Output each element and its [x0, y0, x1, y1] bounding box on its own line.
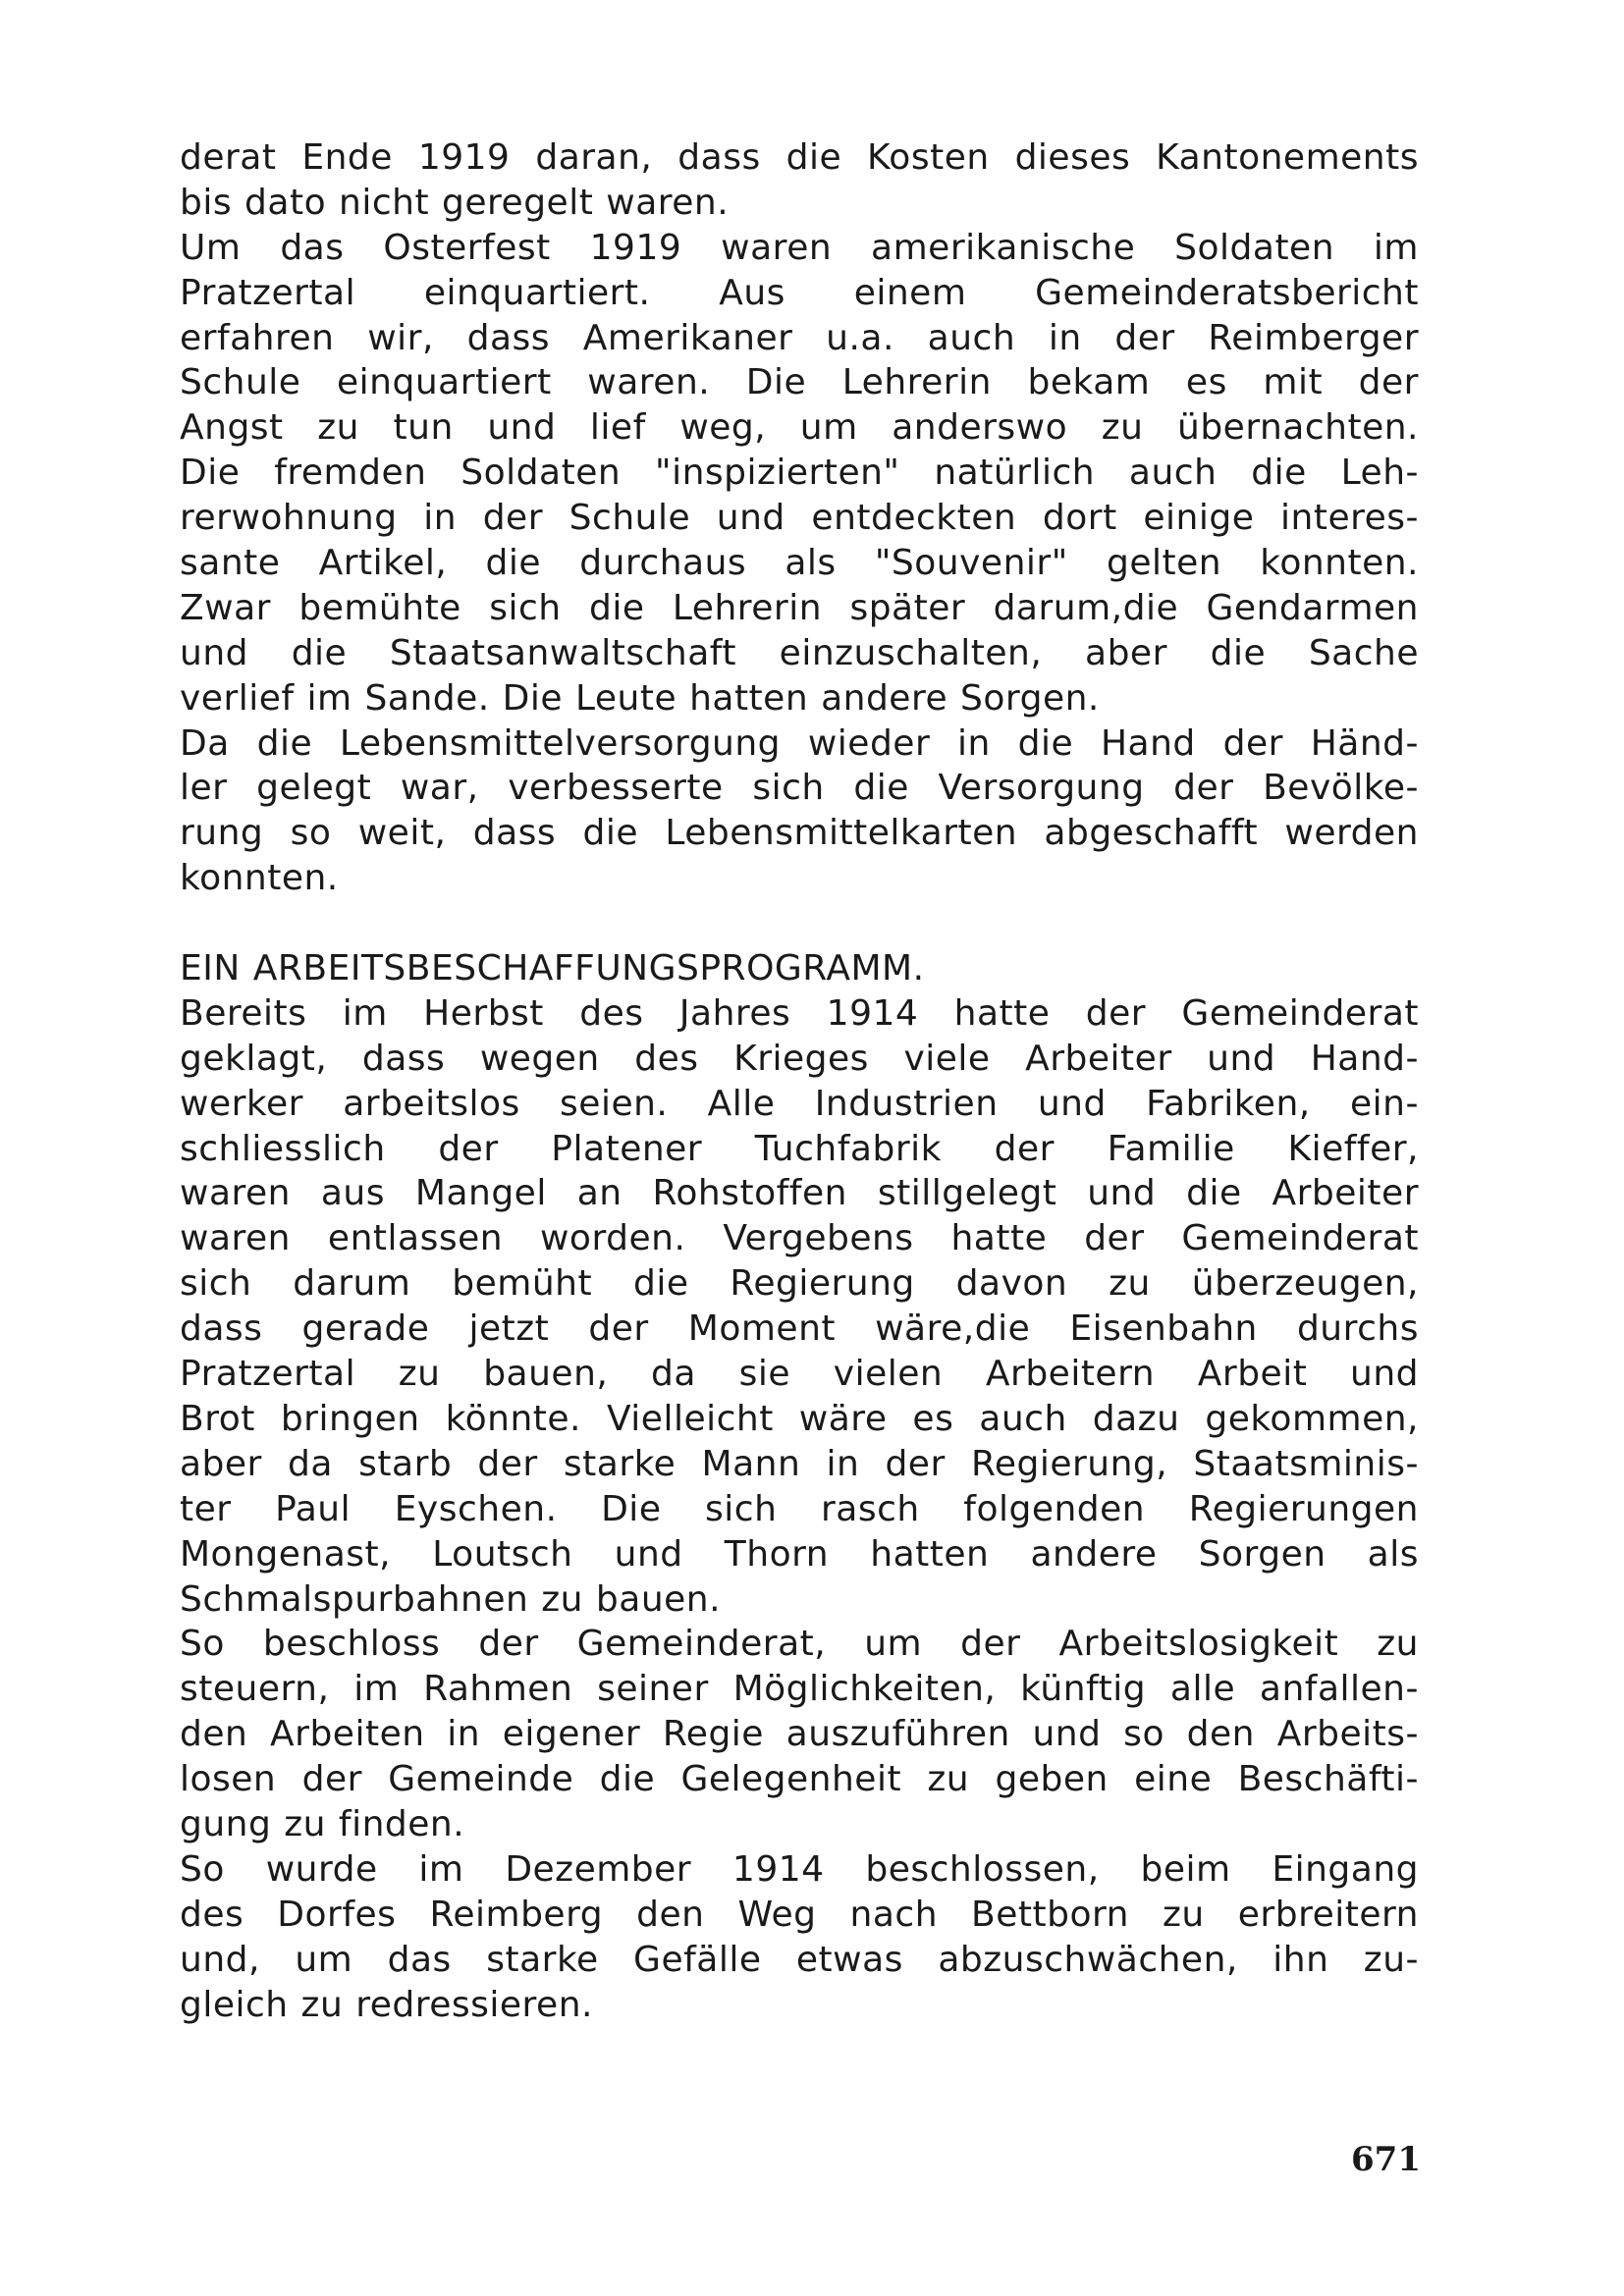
text-line: erfahren wir, dass Amerikaner u.a. auch in der Reimberger — [180, 317, 1419, 358]
text-line: Da die Lebensmittelversorgung wieder in die Hand der Händ- — [180, 722, 1419, 764]
text-line: verlief im Sande. Die Leute hatten andere Sorgen. — [180, 677, 1100, 719]
text-line: geklagt, dass wegen des Krieges viele Arbeiter und Hand- — [180, 1038, 1419, 1079]
text-line: und die Staatsanwaltschaft einzuschalten, aber die Sache — [180, 632, 1419, 673]
page-number: 671 — [1351, 2140, 1421, 2179]
text-line: Um das Osterfest 1919 waren amerikanische Soldaten im — [180, 227, 1419, 268]
text-line: waren aus Mangel an Rohstoffen stillgelegt und die Arbeiter — [180, 1173, 1419, 1214]
text-line: Die fremden Soldaten "inspizierten" natürlich auch die Leh- — [180, 453, 1419, 494]
text-line: Mongenast, Loutsch und Thorn hatten andere Sorgen als — [180, 1533, 1419, 1575]
text-line: des Dorfes Reimberg den Weg nach Bettborn zu erbreitern — [180, 1894, 1419, 1935]
text-line: Brot bringen könnte. Vielleicht wäre es auch dazu gekommen, — [180, 1398, 1419, 1439]
text-line: rung so weit, dass die Lebensmittelkarten abgeschafft werden — [180, 813, 1419, 854]
section-heading — [180, 946, 1419, 991]
paragraph — [180, 1847, 1419, 2028]
text-line: sante Artikel, die durchaus als "Souvenir" gelten konnten. — [180, 543, 1419, 584]
text-line: Zwar bemühte sich die Lehrerin später darum,die Gendarmen — [180, 587, 1419, 628]
text-line: Angst zu tun und lief weg, um anderswo zu übernachten. — [180, 407, 1419, 449]
blank-line — [180, 901, 1419, 946]
text-line: Pratzertal einquartiert. Aus einem Gemeinderatsbericht — [180, 272, 1419, 313]
text-line: gleich zu redressieren. — [180, 1984, 593, 2025]
text-line: gung zu finden. — [180, 1803, 465, 1844]
text-line: und, um das starke Gefälle etwas abzuschwächen, ihn zu- — [180, 1939, 1419, 1980]
text-line: rerwohnung in der Schule und entdeckten dort einige interes- — [180, 498, 1419, 539]
text-line: steuern, im Rahmen seiner Möglichkeiten, künftig alle anfallen- — [180, 1669, 1419, 1710]
text-line: bis dato nicht geregelt waren. — [180, 182, 730, 223]
paragraph — [180, 721, 1419, 902]
text-line: sich darum bemüht die Regierung davon zu überzeugen, — [180, 1263, 1419, 1305]
paragraph — [180, 991, 1419, 1622]
text-line: konnten. — [180, 858, 339, 899]
text-line: So wurde im Dezember 1914 beschlossen, beim Eingang — [180, 1848, 1419, 1890]
text-line: schliesslich der Platener Tuchfabrik der Familie Kieffer, — [180, 1128, 1419, 1169]
text-line: werker arbeitslos seien. Alle Industrien und Fabriken, ein- — [180, 1083, 1419, 1124]
text-line: Bereits im Herbst des Jahres 1914 hatte der Gemeinderat — [180, 992, 1419, 1034]
paragraph — [180, 1622, 1419, 1846]
text-line: derat Ende 1919 daran, dass die Kosten dieses Kantonements — [180, 137, 1419, 178]
text-line: Schmalspurbahnen zu bauen. — [180, 1578, 722, 1620]
text-line: ler gelegt war, verbesserte sich die Versorgung der Bevölke- — [180, 768, 1419, 809]
paragraph — [180, 226, 1419, 721]
text-line: den Arbeiten in eigener Regie auszuführen und so den Arbeits- — [180, 1714, 1419, 1755]
text-line: ter Paul Eyschen. Die sich rasch folgenden Regierungen — [180, 1488, 1419, 1529]
text-line: EIN ARBEITSBESCHAFFUNGSPROGRAMM. — [180, 948, 925, 989]
text-line: So beschloss der Gemeinderat, um der Arbeitslosigkeit zu — [180, 1624, 1419, 1665]
text-line: dass gerade jetzt der Moment wäre,die Eisenbahn durchs — [180, 1308, 1419, 1350]
text-line: losen der Gemeinde die Gelegenheit zu geben eine Beschäfti- — [180, 1759, 1419, 1800]
text-line: waren entlassen worden. Vergebens hatte der Gemeinderat — [180, 1218, 1419, 1259]
text-line: aber da starb der starke Mann in der Regierung, Staatsminis- — [180, 1443, 1419, 1484]
text-line: Schule einquartiert waren. Die Lehrerin bekam es mit der — [180, 362, 1419, 403]
body-text — [180, 135, 1419, 2027]
paragraph — [180, 135, 1419, 226]
text-line: Pratzertal zu bauen, da sie vielen Arbeitern Arbeit und — [180, 1354, 1419, 1395]
